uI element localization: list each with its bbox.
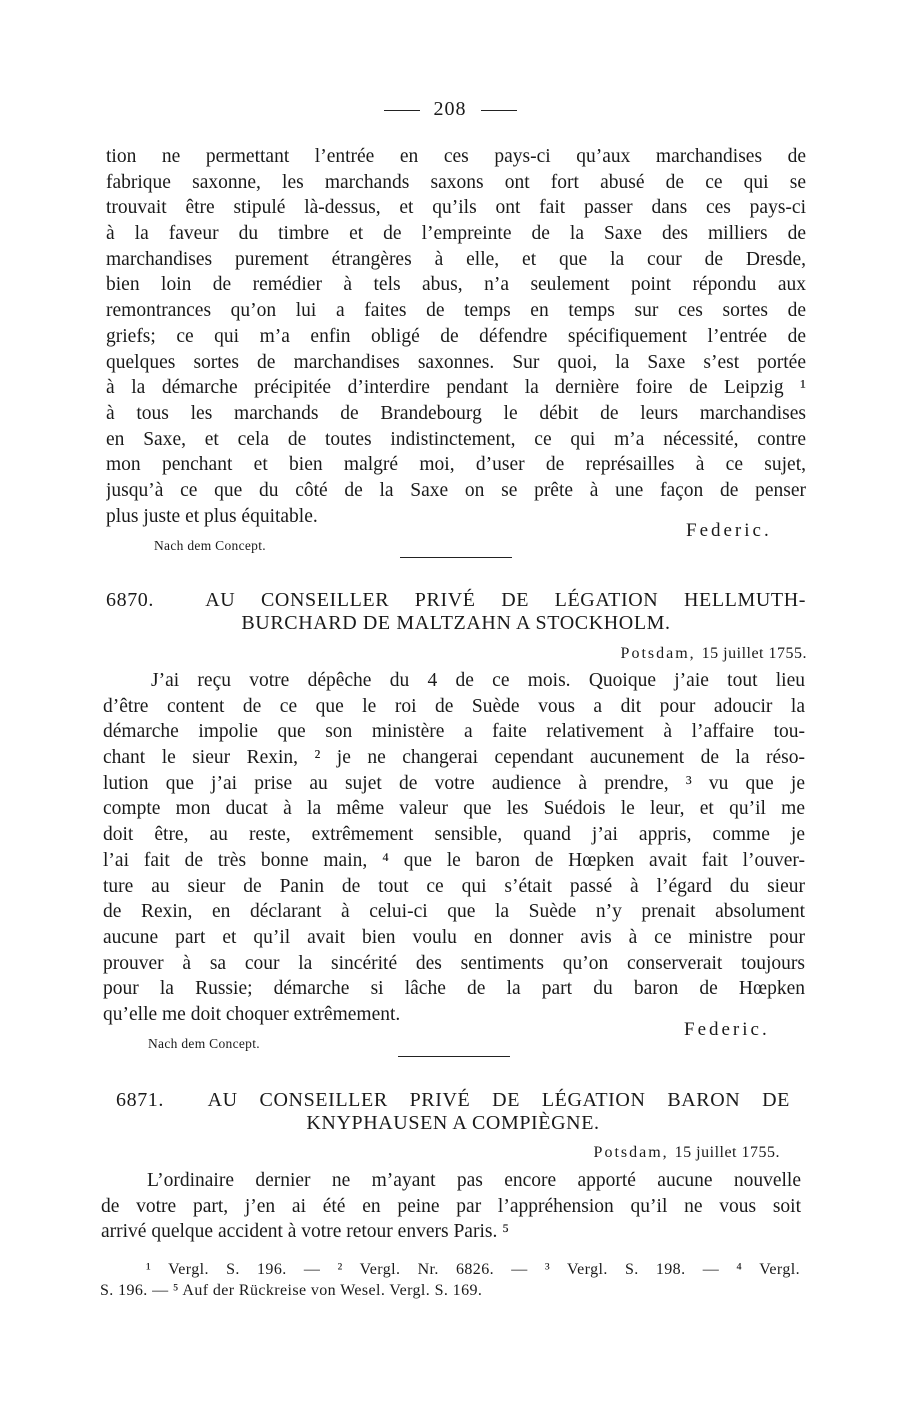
heading-line: AU CONSEILLER PRIVÉ DE LÉGATION HELLMUTH-	[205, 589, 807, 611]
text-line: à la faveur du timbre et de l’empreinte de la Saxe des milliers de	[106, 223, 806, 245]
section-divider	[400, 557, 512, 558]
footnotes	[100, 1259, 800, 1301]
text-line: qu’elle me doit choquer extrêmement.	[103, 1003, 401, 1025]
dateline-date: 15 juillet 1755.	[701, 645, 807, 662]
dateline	[594, 1144, 780, 1162]
dateline-place: Potsdam,	[620, 645, 696, 662]
dateline-place: Potsdam,	[593, 1144, 669, 1161]
footnote-line: ¹ Vergl. S. 196. — ² Vergl. Nr. 6826. — ³ Vergl. S. 198. — ⁴ Vergl.	[146, 1261, 800, 1278]
text-line: plus juste et plus équitable.	[106, 505, 318, 527]
page-number-dash-left	[384, 110, 420, 111]
letter-number: 6871.	[116, 1089, 164, 1111]
text-line: à tous les marchands de Brandebourg le débit de leurs marchandises	[106, 402, 806, 424]
text-line: de Rexin, en déclarant à celui-ci que la Suède n’y prenait absolument	[103, 901, 805, 923]
text-line: prouver à sa cour la sincérité des sentiments qu’on conserverait toujours	[103, 952, 805, 974]
signature: Federic.	[686, 520, 772, 541]
heading-line: AU CONSEILLER PRIVÉ DE LÉGATION BARON DE	[207, 1089, 791, 1111]
letter-heading	[106, 589, 806, 635]
text-line: l’ai fait de très bonne main, ⁴ que le baron de Hœpken avait fait l’ouver-	[103, 849, 805, 871]
text-line: arrivé quelque accident à votre retour envers Paris. ⁵	[101, 1221, 509, 1243]
heading-line: KNYPHAUSEN A COMPIÈGNE.	[306, 1112, 600, 1134]
letter-body	[101, 1168, 801, 1245]
page-number-text: 208	[433, 98, 467, 120]
footnote-line: S. 196. — ⁵ Auf der Rückreise von Wesel. Vergl. S. 169.	[100, 1282, 483, 1299]
signature: Federic.	[684, 1019, 770, 1040]
letter-heading	[116, 1089, 790, 1135]
text-line: lution que j’ai prise au sujet de votre audience à prendre, ³ vu que je	[103, 772, 805, 794]
text-line: à la démarche précipitée d’interdire pendant la dernière foire de Leipzig ¹	[106, 377, 806, 399]
text-line: de votre part, j’en ai été en peine par l’appréhension qu’il ne vous soit	[101, 1195, 801, 1217]
page-number-dash-right	[481, 110, 517, 111]
text-line: tion ne permettant l’entrée en ces pays-ci qu’aux marchandises de	[106, 146, 806, 167]
heading-line: BURCHARD DE MALTZAHN A STOCKHOLM.	[241, 612, 671, 634]
text-line: chant le sieur Rexin, ² je ne changerai cependant aucunement de la réso-	[103, 747, 805, 769]
text-line: doit être, au reste, extrêmement sensible, quand j’ai appris, comme je	[103, 824, 805, 846]
text-line: fabrique saxonne, les marchands saxons ont fort abusé de ce qui se	[106, 171, 806, 193]
letter-number: 6870.	[106, 589, 154, 611]
continuation-paragraph	[106, 144, 806, 529]
text-line: J’ai reçu votre dépêche du 4 de ce mois. Quoique j’aie tout lieu	[151, 670, 805, 691]
text-line: trouvait être stipulé là-dessus, et qu’ils ont fait passer dans ces pays-ci	[106, 197, 806, 219]
text-line: mon penchant et bien malgré moi, d’user de représailles à ce sujet,	[106, 454, 806, 476]
text-line: quelques sortes de marchandises saxonnes. Sur quoi, la Saxe s’est portée	[106, 351, 806, 373]
dateline-date: 15 juillet 1755.	[674, 1144, 780, 1161]
text-line: pour la Russie; démarche si lâche de la part du baron de Hœpken	[103, 978, 805, 1000]
text-line: en Saxe, et cela de toutes indistinctement, ce qui m’a nécessité, contre	[106, 428, 806, 450]
text-line: ture au sieur de Panin de tout ce qui s’était passé à l’égard du sieur	[103, 875, 805, 897]
section-divider	[398, 1056, 510, 1057]
text-line: griefs; ce qui m’a enfin obligé de défendre spécifiquement l’entrée de	[106, 325, 806, 347]
text-line: d’être content de ce que le roi de Suède vous a dit pour adoucir la	[103, 695, 805, 717]
text-line: jusqu’à ce que du côté de la Saxe on se prête à une façon de penser	[106, 479, 806, 501]
text-line: marchandises purement étrangères à elle, et que la cour de Dresde,	[106, 248, 806, 270]
text-line: aucune part et qu’il avait bien voulu en donner avis à ce ministre pour	[103, 926, 805, 948]
text-line: compte mon ducat à la même valeur que les Suédois le leur, et qu’il me	[103, 798, 805, 820]
source-note: Nach dem Concept.	[154, 538, 266, 553]
text-line: démarche impolie que son ministère a faite relativement à l’affaire tou-	[103, 721, 805, 743]
text-line: bien loin de remédier à tels abus, n’a seulement point répondu aux	[106, 274, 806, 296]
text-line: L’ordinaire dernier ne m’ayant pas encore apporté aucune nouvelle	[147, 1170, 801, 1191]
dateline	[621, 645, 807, 663]
text-line: remontrances qu’on lui a faites de temps en temps sur ces sortes de	[106, 300, 806, 322]
source-note: Nach dem Concept.	[148, 1036, 260, 1051]
page-number	[0, 98, 900, 121]
letter-body	[103, 668, 805, 1028]
